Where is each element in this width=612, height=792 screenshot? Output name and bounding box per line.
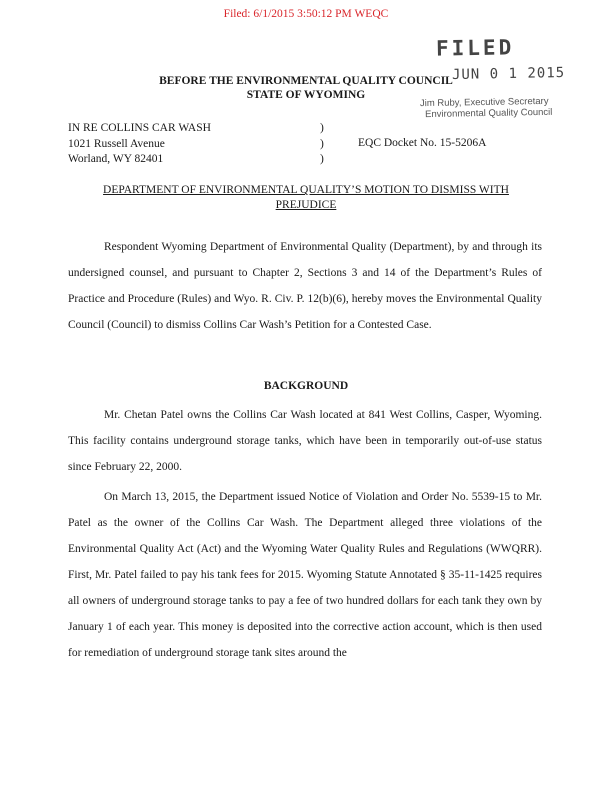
motion-title xyxy=(0,183,612,213)
court-name: BEFORE THE ENVIRONMENTAL QUALITY COUNCIL xyxy=(159,75,453,87)
background-heading: BACKGROUND xyxy=(263,380,349,392)
filed-stamp: FILED xyxy=(435,35,515,61)
caption-divider xyxy=(320,121,324,168)
signatory-office: Environmental Quality Council xyxy=(425,106,553,121)
docket-number: EQC Docket No. 15-5206A xyxy=(358,137,487,149)
party-street: 1021 Russell Avenue xyxy=(68,137,165,150)
filed-banner: Filed: 6/1/2015 3:50:12 PM WEQC xyxy=(223,8,389,20)
caption-paren: ) xyxy=(320,122,324,134)
background-paragraph-2: On March 13, 2015, the Department issued Notice of Violation and Order No. 5539-15 to Mr. Patel as the owner of the Collins Car Wash. The Department alleged three violations of the Environmental Quality Act (Act) and the Wyoming Water Quality Rules and Regulations (WWQRR). First, Mr. Patel failed to pay his tank fees for 2015. Wyoming Statute Annotated § 35-11-1425 requires all owners of underground storage tanks to pay a fee of two hundred dollars for each tank they own by January 1 of each year. This money is deposited into the corrective action account, which is then used for remediation of underground storage tank sites around the xyxy=(68,491,542,659)
motion-title-line2: PREJUDICE xyxy=(275,199,337,211)
court-state: STATE OF WYOMING xyxy=(246,89,366,101)
signatory-name: Jim Ruby, Executive Secretary xyxy=(419,95,549,110)
party-city: Worland, WY 82401 xyxy=(68,153,164,165)
case-caption-party xyxy=(68,121,211,168)
intro-paragraph: Respondent Wyoming Department of Environmental Quality (Department), by and through its undersigned counsel, and pursuant to Chapter 2, Sections 3 and 14 of the Department’s Rules of Practice and Procedure (Rules) and Wyo. R. Civ. P. 12(b)(6), hereby moves the Environmental Quality Council (Council) to dismiss Collins Car Wash’s Petition for a Contested Case. xyxy=(68,241,542,331)
court-heading xyxy=(0,74,612,102)
motion-title-line1: DEPARTMENT OF ENVIRONMENTAL QUALITY’S MOTION TO DISMISS WITH xyxy=(103,184,509,196)
background-paragraph-1: Mr. Chetan Patel owns the Collins Car Wash located at 841 West Collins, Casper, Wyoming. This facility contains underground storage tanks, which have been in temporarily out-of-use status since February 22, 2000. xyxy=(68,409,542,473)
caption-paren: ) xyxy=(320,153,324,165)
filed-stamp-date: JUN 0 1 2015 xyxy=(451,65,566,83)
party-name: IN RE COLLINS CAR WASH xyxy=(68,122,211,134)
caption-paren: ) xyxy=(320,137,324,150)
